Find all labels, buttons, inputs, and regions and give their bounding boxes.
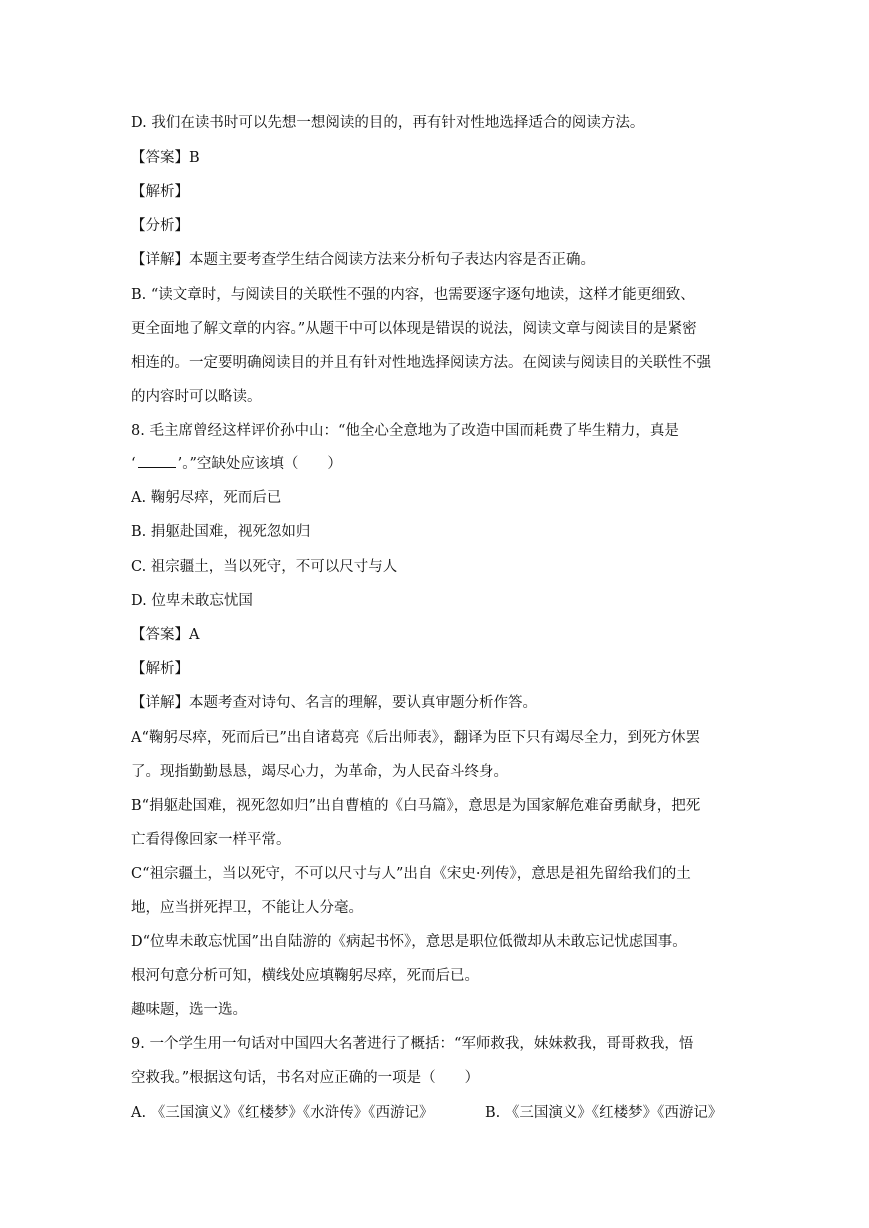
question-8-option-a: A. 鞠躬尽瘁，死而后已 xyxy=(131,490,282,506)
detail-line: C“祖宗疆土，当以死守，不可以尺寸与人”出自《宋史·列传》，意思是祖先留给我们的土 xyxy=(131,866,691,882)
detail-line: 了。现指勤勤恳恳，竭尽心力，为革命，为人民奋斗终身。 xyxy=(131,764,508,780)
analysis-sub-label: 【分析】 xyxy=(131,218,189,234)
question-8-detail: 【详解】本题考查对诗句、名言的理解，要认真审题分析作答。 xyxy=(131,695,537,711)
question-8-analysis-label: 【解析】 xyxy=(131,661,189,677)
detail-line: 亡看得像回家一样平常。 xyxy=(131,832,291,848)
detail-line: A“鞠躬尽瘁，死而后已”出自诸葛亮《后出师表》，翻译为臣下只有竭尽全力，到死方休罢 xyxy=(131,730,701,746)
explanation-line: 的内容时可以略读。 xyxy=(131,389,262,405)
question-9-option-b: B. 《三国演义》《红楼梦》《西游记》 xyxy=(485,1105,723,1121)
question-9-options-row xyxy=(131,1103,751,1123)
question-8-option-c: C. 祖宗疆土，当以死守，不可以尺寸与人 xyxy=(131,559,398,575)
quote-open: ‘ xyxy=(131,456,136,472)
question-9-option-a: A. 《三国演义》《红楼梦》《水浒传》《西游记》 xyxy=(131,1105,434,1121)
detail-line: D“位卑未敢忘忧国”出自陆游的《病起书怀》，意思是职位低微却从未敢忘记忧虑国事。 xyxy=(131,934,687,950)
question-8-option-b: B. 捐躯赴国难，视死忽如归 xyxy=(131,524,311,540)
section-heading: 趣味题，选一选。 xyxy=(131,1002,247,1018)
answer-blank xyxy=(138,455,176,468)
analysis-label: 【解析】 xyxy=(131,184,189,200)
question-8-stem: 8. 毛主席曾经这样评价孙中山：“他全心全意地为了改造中国而耗费了毕生精力，真是 xyxy=(131,423,679,439)
question-8-blank-line xyxy=(131,454,741,474)
conclusion-line: 根河句意分析可知，横线处应填鞠躬尽瘁，死而后已。 xyxy=(131,968,479,984)
detail-line: 地，应当拼死捍卫，不能让人分毫。 xyxy=(131,900,363,916)
detail-line: B“捐躯赴国难，视死忽如归”出自曹植的《白马篇》，意思是为国家解危难奋勇献身，把死 xyxy=(131,798,701,814)
question-9-stem: 空救我。”根据这句话，书名对应正确的一项是（ ） xyxy=(131,1070,480,1086)
explanation-line: 相连的。一定要明确阅读目的并且有针对性地选择阅读方法。在阅读与阅读目的关联性不强 xyxy=(131,355,711,371)
answer-label: 【答案】B xyxy=(131,150,200,166)
explanation-line: 更全面地了解文章的内容。”从题干中可以体现是错误的说法，阅读文章与阅读目的是紧密 xyxy=(131,321,697,337)
question-9-stem: 9. 一个学生用一句话对中国四大名著进行了概括：“军师救我，妹妹救我，哥哥救我，悟 xyxy=(131,1036,694,1052)
detail-line: 【详解】本题主要考查学生结合阅读方法来分析句子表达内容是否正确。 xyxy=(131,252,595,268)
quote-close: ’。”空缺处应该填（ ） xyxy=(177,456,342,472)
question-8-answer: 【答案】A xyxy=(131,627,200,643)
question-8-option-d: D. 位卑未敢忘忧国 xyxy=(131,593,253,609)
option-d-line: D. 我们在读书时可以先想一想阅读的目的，再有针对性地选择适合的阅读方法。 xyxy=(131,115,645,131)
explanation-line: B. “读文章时，与阅读目的关联性不强的内容，也需要逐字逐句地读，这样才能更细致、 xyxy=(131,287,695,303)
